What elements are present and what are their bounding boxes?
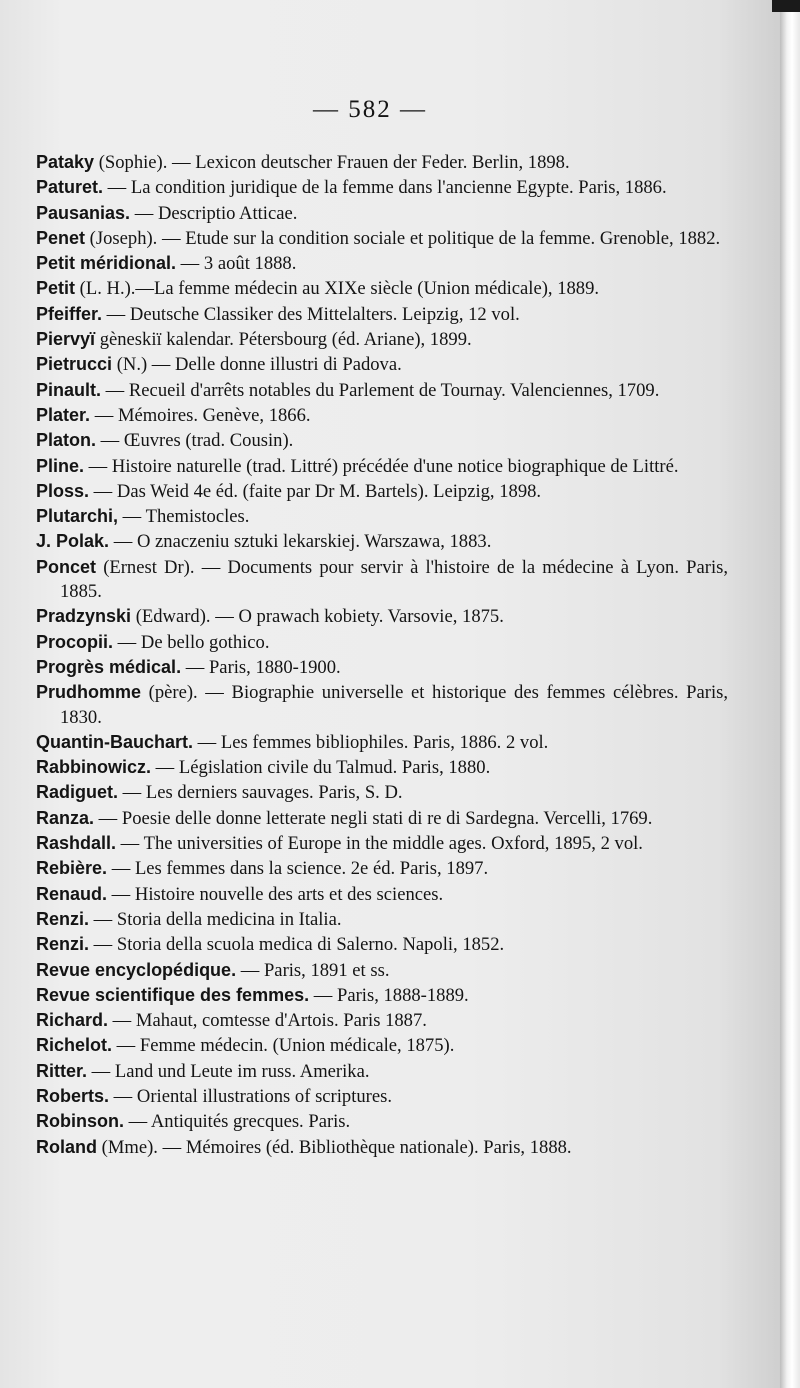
bibliography-entry: [36, 1008, 728, 1033]
entry-text: — Mémoires. Genève, 1866.: [90, 404, 311, 426]
bibliography-entry: [36, 352, 728, 377]
entry-author: Pausanias.: [36, 202, 131, 223]
bibliography-entry: [36, 302, 728, 327]
page-edge: [780, 0, 800, 1388]
entry-text: — Themistocles.: [118, 506, 250, 528]
entry-author: Progrès médical.: [36, 656, 182, 677]
bibliography-entry: [36, 378, 728, 403]
entry-author: Renaud.: [36, 883, 108, 904]
entry-text: — O znaczeniu sztuki lekarskiej. Warszawa, 1883.: [109, 531, 492, 553]
entry-author: Roberts.: [36, 1085, 110, 1106]
entry-author: Ploss.: [36, 480, 90, 501]
entry-author: Platon.: [36, 430, 97, 451]
entry-text: — Les derniers sauvages. Paris, S. D.: [118, 782, 403, 804]
bibliography-entry: [36, 755, 728, 780]
entry-text: — Land und Leute im russ. Amerika.: [87, 1060, 370, 1082]
bibliography-entry: [36, 529, 728, 554]
bibliography-entry: [36, 1033, 728, 1058]
entry-author: Paturet.: [36, 177, 104, 198]
entry-text: — Oriental illustrations of scriptures.: [109, 1085, 392, 1107]
bibliography-entry: [36, 907, 728, 932]
entry-text: — Recueil d'arrêts notables du Parlement de Tournay. Valenciennes, 1709.: [101, 379, 660, 401]
entry-author: Radiguet.: [36, 782, 119, 803]
entry-author: Prudhomme: [36, 682, 142, 703]
entry-text: — Histoire naturelle (trad. Littré) précédée d'une notice biographique de Littré.: [84, 455, 679, 477]
entry-author: Roland: [36, 1136, 97, 1157]
entry-text: — Les femmes dans la science. 2e éd. Paris, 1897.: [107, 858, 489, 880]
bibliography-entry: [36, 251, 728, 276]
bibliography-entry: [36, 403, 728, 428]
entry-author: Procopii.: [36, 631, 114, 652]
entry-text: (Edward). — O prawach kobiety. Varsovie, 1875.: [131, 606, 504, 628]
entry-author: Richelot.: [36, 1035, 113, 1056]
entry-author: Pataky: [36, 152, 95, 172]
entry-text: — Das Weid 4e éd. (faite par Dr M. Bartels). Leipzig, 1898.: [89, 480, 542, 502]
bibliography-entry: [36, 226, 728, 251]
bibliography-entry: [36, 428, 728, 453]
entry-text: — Femme médecin. (Union médicale, 1875).: [112, 1035, 455, 1057]
entry-text: — Poesie delle donne letterate negli stati di re di Sardegna. Vercelli, 1769.: [94, 807, 653, 829]
entry-author: Richard.: [36, 1010, 109, 1031]
bibliography-entry: [36, 479, 728, 504]
page-corner-shadow: [772, 0, 800, 12]
entry-text: (Joseph). — Etude sur la condition sociale et politique de la femme. Grenoble, 1882.: [85, 227, 721, 249]
entry-author: Penet: [36, 227, 86, 248]
bibliography-entry: [36, 958, 728, 983]
bibliography-entry: [36, 276, 728, 301]
bibliography-entry: [36, 150, 728, 175]
entry-author: Rashdall.: [36, 833, 117, 854]
entry-text: — 3 août 1888.: [176, 253, 297, 275]
entry-text: — Paris, 1888-1889.: [309, 984, 469, 1006]
entry-author: Pinault.: [36, 379, 102, 400]
bibliography-entry: [36, 1109, 728, 1134]
entry-text: — Paris, 1891 et ss.: [236, 959, 390, 981]
bibliography-entry: [36, 932, 728, 957]
entry-author: Revue encyclopédique.: [36, 959, 237, 980]
entry-author: Pietrucci: [36, 354, 113, 375]
entry-text: — Storia della scuola medica di Salerno. Napoli, 1852.: [89, 934, 505, 956]
entry-text: — De bello gothico.: [113, 631, 270, 653]
bibliography-entry: [36, 555, 728, 605]
entry-text: — Histoire nouvelle des arts et des sciences.: [107, 883, 444, 905]
bibliography-entry: [36, 454, 728, 479]
bibliography-entry: [36, 831, 728, 856]
page-number: — 582 —: [313, 96, 427, 123]
bibliography-entry: [36, 806, 728, 831]
bibliography-entry: [36, 604, 728, 629]
bibliography-entry: [36, 175, 728, 200]
entry-text: — Œuvres (trad. Cousin).: [96, 430, 294, 452]
bibliography-entry: [36, 1084, 728, 1109]
bibliography-entry: [36, 327, 728, 352]
entry-author: Pline.: [36, 455, 85, 476]
entry-text: — Paris, 1880-1900.: [181, 656, 341, 678]
bibliography-entry: [36, 504, 728, 529]
bibliography-entry: [36, 730, 728, 755]
entry-text: (Mme). — Mémoires (éd. Bibliothèque nationale). Paris, 1888.: [97, 1136, 572, 1158]
entry-author: J. Polak.: [36, 531, 110, 552]
entry-text: (Ernest Dr). — Documents pour servir à l'histoire de la médecine à Lyon. Paris, 1885.: [60, 556, 728, 603]
entry-author: Robinson.: [36, 1111, 124, 1132]
bibliography-entry: [36, 983, 728, 1008]
entry-text: gèneskiï kalendar. Pétersbourg (éd. Ariane), 1899.: [95, 329, 472, 351]
entry-author: Ranza.: [36, 807, 95, 828]
entry-author: Quantin-Bauchart.: [36, 731, 194, 752]
entry-author: Revue scientifique des femmes.: [36, 984, 310, 1005]
entry-text: (Sophie). — Lexicon deutscher Frauen der Feder. Berlin, 1898.: [94, 152, 570, 173]
entry-author: Petit méridional.: [36, 253, 177, 274]
entry-author: Renzi.: [36, 934, 90, 955]
entry-text: — Antiquités grecques. Paris.: [124, 1111, 351, 1133]
entry-text: (L. H.).—La femme médecin au XIXe siècle (Union médicale), 1889.: [75, 278, 600, 300]
bibliography-entry: [36, 856, 728, 881]
bibliography-entry: [36, 780, 728, 805]
bibliography-list: [36, 150, 728, 1160]
bibliography-entry: [36, 630, 728, 655]
entry-author: Pfeiffer.: [36, 303, 103, 324]
entry-text: — Descriptio Atticae.: [130, 202, 298, 224]
entry-text: (père). — Biographie universelle et historique des femmes célèbres. Paris, 1830.: [60, 682, 728, 728]
entry-text: — Législation civile du Talmud. Paris, 1880.: [151, 757, 491, 779]
bibliography-entry: [36, 1059, 728, 1084]
entry-author: Plutarchi,: [36, 506, 119, 527]
entry-author: Petit: [36, 278, 76, 299]
bibliography-entry: [36, 680, 728, 730]
entry-text: — Deutsche Classiker des Mittelalters. Leipzig, 12 vol.: [102, 303, 520, 325]
entry-text: — La condition juridique de la femme dans l'ancienne Egypte. Paris, 1886.: [103, 177, 667, 199]
bibliography-entry: [36, 655, 728, 680]
entry-author: Rebière.: [36, 858, 108, 879]
entry-text: — Storia della medicina in Italia.: [89, 908, 342, 930]
entry-author: Plater.: [36, 404, 91, 425]
entry-text: — Mahaut, comtesse d'Artois. Paris 1887.: [108, 1010, 427, 1032]
entry-text: — Les femmes bibliophiles. Paris, 1886. 2 vol.: [193, 731, 549, 753]
entry-author: Poncet: [36, 556, 97, 577]
entry-author: Renzi.: [36, 908, 90, 929]
bibliography-entry: [36, 1135, 728, 1160]
entry-author: Rabbinowicz.: [36, 757, 152, 778]
entry-text: — The universities of Europe in the middle ages. Oxford, 1895, 2 vol.: [116, 833, 643, 855]
entry-author: Pradzynski: [36, 606, 132, 627]
entry-author: Piervyï: [36, 329, 96, 350]
bibliography-entry: [36, 882, 728, 907]
entry-text: (N.) — Delle donne illustri di Padova.: [112, 354, 402, 376]
entry-author: Ritter.: [36, 1060, 88, 1081]
bibliography-entry: [36, 201, 728, 226]
